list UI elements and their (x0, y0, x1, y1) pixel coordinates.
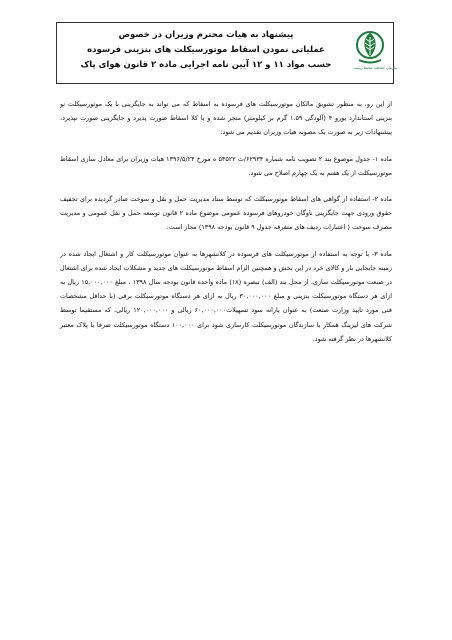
leaf-emblem-icon (355, 28, 385, 66)
environment-organization-logo (353, 28, 398, 76)
article-1-paragraph: ماده ۱- جدول موضوع بند ۲ تصویب نامه شماره ۶۲۹۳۴/ت ۵۴۵۲۲ ه مورخ ۱۳۹۶/۵/۲۴ هیات وزیران برای معادل سازی اسقاط موتورسیکلت از یک هفتم به یک چهارم اصلاح می شود. (60, 154, 393, 177)
title-line-1: پیشنهاد به هیات محترم وزیران در خصوص (118, 30, 294, 40)
document-body (60, 97, 392, 358)
document-title (61, 28, 351, 73)
logo-caption: سازمان حفاظت محیط زیست (353, 66, 398, 70)
title-line-3: حسب مواد ۱۱ و ۱۲ آیین نامه اجرایی ماده ۲ قانون هوای پاک (80, 60, 332, 70)
title-line-2: عملیاتی نمودن اسقاط موتورسیکلت های بنزینی فرسوده (87, 45, 325, 55)
document-header-box (56, 22, 398, 84)
article-3-paragraph: ماده ۳- با توجه به استفاده از موتورسیکلت های فرسوده در کلانشهرها به عنوان موتورسیکلت کار و اشتغال ایجاد شده در زمینه جابجایی بار و کالای خرد در این بخش و همچنین الزام اسقاط موتورسیکلت های جدید و مشکلات ایجاد شده برای اشتغال در صنعت موتورسیکلت سازی، از محل بند (الف) تبصره (۱۸) ماده واحده قانون بودجه سال ۱۳۹۸ ، مبلغ ۱۵,۰۰۰,۰۰۰ ریال به ازای هر دستگاه موتورسیکلت بنزینی و مبلغ ۳۰,۰۰۰,۰۰۰ ریال به ازای هر دستگاه موتورسیکلت برقی (با حداقل مشخصات فنی مورد تایید وزارت صنعت) به عنوان یارانه سود تسهیلات۶۰,۰۰۰,۰۰۰ ریالی و ۱۲۰,۰۰۰,۰۰۰ ریالی، که مستقیما توسط شرکت های لیزینگ همکار با سازندگان موتورسیکلت کارسازی شود برای ۱۰۰,۰۰۰ دستگاه موتورسیکلت صرفا با پلاک معتبر کلانشهرها در نظر گرفته شود. (60, 249, 392, 343)
article-2-paragraph: ماده ۲- استفاده از گواهی های اسقاط موتورسیکلت که توسط ستاد مدیریت حمل و نقل و سوخت صادر گردیده برای تخفیف حقوق ورودی جهت جایگزینی ناوگان خودروهای فرسوده عمومی موضوع ماده ۲ قانون توسعه حمل و نقل عمومی و مدیریت مصرف سوخت ( اعتبارات ردیف های متفرقه جدول ۹ قانون بودجه ۱۳۹۸) مجاز است. (60, 195, 392, 232)
intro-paragraph: از این رو، به منظور تشویق مالکان موتورسیکلت های فرسوده به اسقاط که می تواند به جایگزینی با یک موتورسیکلت نو بنزینی استاندارد یورو ۴ (آلودگی ۱.۵۹ گرم بر کیلومتر) منجر شده و یا کلا اسقاط صورت پذیرد و جایگزینی صورت نپذیرد، پیشنهادات زیر به صورت یک مصوبه هیات وزیران تقدیم می شود: (60, 100, 392, 137)
